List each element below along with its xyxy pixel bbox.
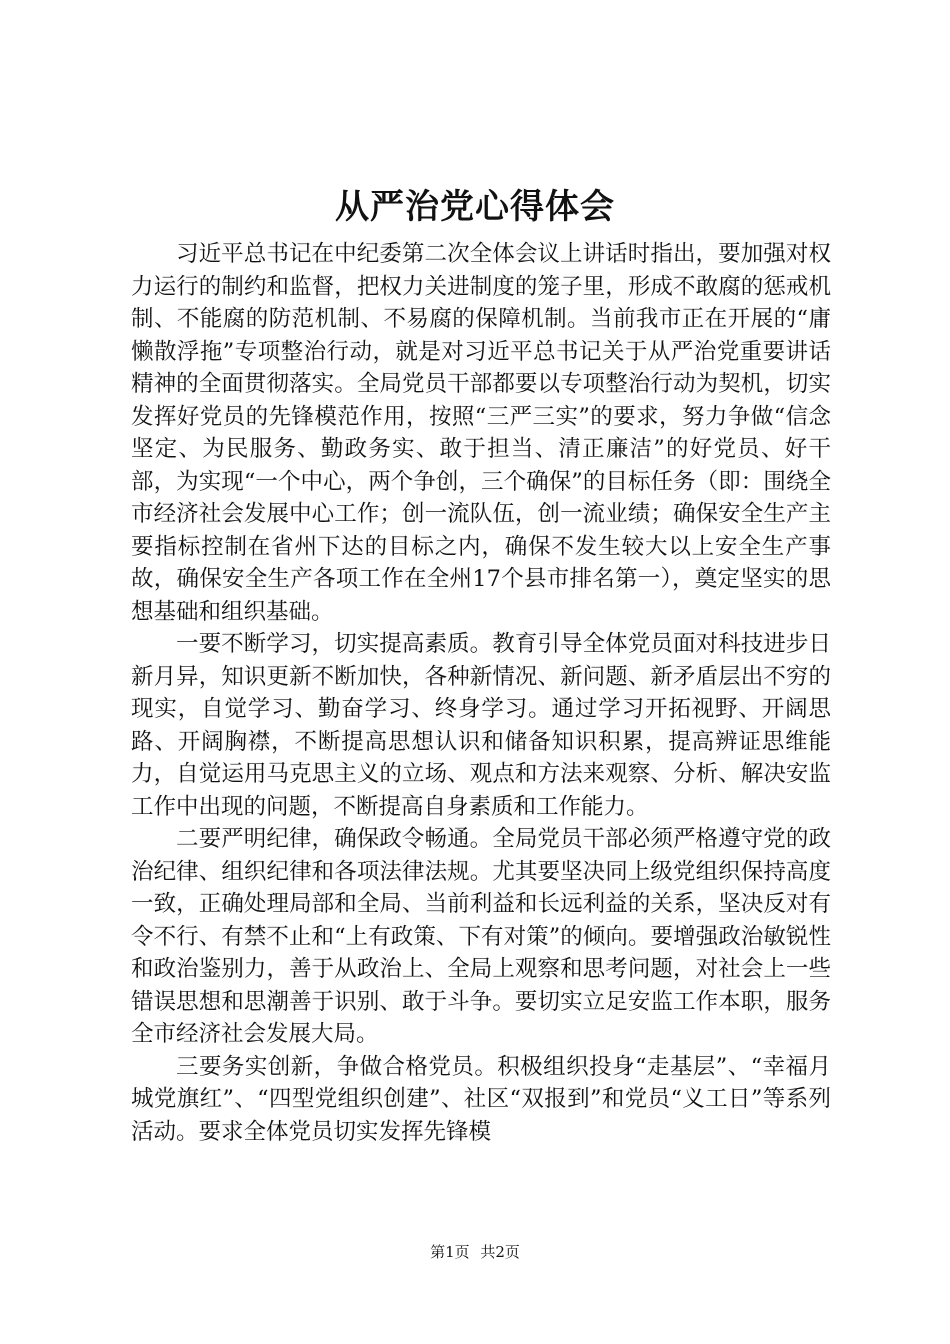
paragraph-discipline: 二要严明纪律，确保政令畅通。全局党员干部必须严格遵守党的政治纪律、组织纪律和各项法律法规。尤其要坚决同上级党组织保持高度一致，正确处理局部和全局、当前利益和长远利益的关系，坚决反对有令不行、有禁不止和“上有政策、下有对策”的倾向。要增强政治敏锐性和政治鉴别力，善于从政治上、全局上观察和思考问题，对社会上一些错误思想和思潮善于识别、敢于斗争。要切实立足安监工作本职，服务全市经济社会发展大局。	[131, 826, 831, 1047]
paragraph-innovation: 三要务实创新，争做合格党员。积极组织投身“走基层”、“幸福月城党旗红”、“四型党组织创建”、社区“双报到”和党员“义工日”等系列活动。要求全体党员切实发挥先锋模	[131, 1053, 831, 1145]
document-title: 从严治党心得体会	[335, 187, 615, 227]
paragraph-study: 一要不断学习，切实提高素质。教育引导全体党员面对科技进步日新月异，知识更新不断加快，各种新情况、新问题、新矛盾层出不穷的现实，自觉学习、勤奋学习、终身学习。通过学习开拓视野、开阔思路、开阔胸襟，不断提高思想认识和储备知识积累，提高辨证思维能力，自觉运用马克思主义的立场、观点和方法来观察、分析、解决安监工作中出现的问题，不断提高自身素质和工作能力。	[131, 631, 831, 820]
paragraph-intro: 习近平总书记在中纪委第二次全体会议上讲话时指出，要加强对权力运行的制约和监督，把权力关进制度的笼子里，形成不敢腐的惩戒机制、不能腐的防范机制、不易腐的保障机制。当前我市正在开展的“庸懒散浮拖”专项整治行动，就是对习近平总书记关于从严治党重要讲话精神的全面贯彻落实。全局党员干部都要以专项整治行动为契机，切实发挥好党员的先锋模范作用，按照“三严三实”的要求，努力争做“信念坚定、为民服务、勤政务实、敢于担当、清正廉洁”的好党员、好干部，为实现“一个中心，两个争创，三个确保”的目标任务（即：围绕全市经济社会发展中心工作；创一流队伍，创一流业绩；确保安全生产主要指标控制在省州下达的目标之内，确保不发生较大以上安全生产事故，确保安全生产各项工作在全州17个县市排名第一），奠定坚实的思想基础和组织基础。	[131, 241, 831, 625]
page-number: 第1页	[430, 1243, 470, 1261]
page-total: 共2页	[480, 1243, 520, 1261]
page-footer	[0, 1242, 950, 1262]
document-body	[131, 238, 831, 1148]
